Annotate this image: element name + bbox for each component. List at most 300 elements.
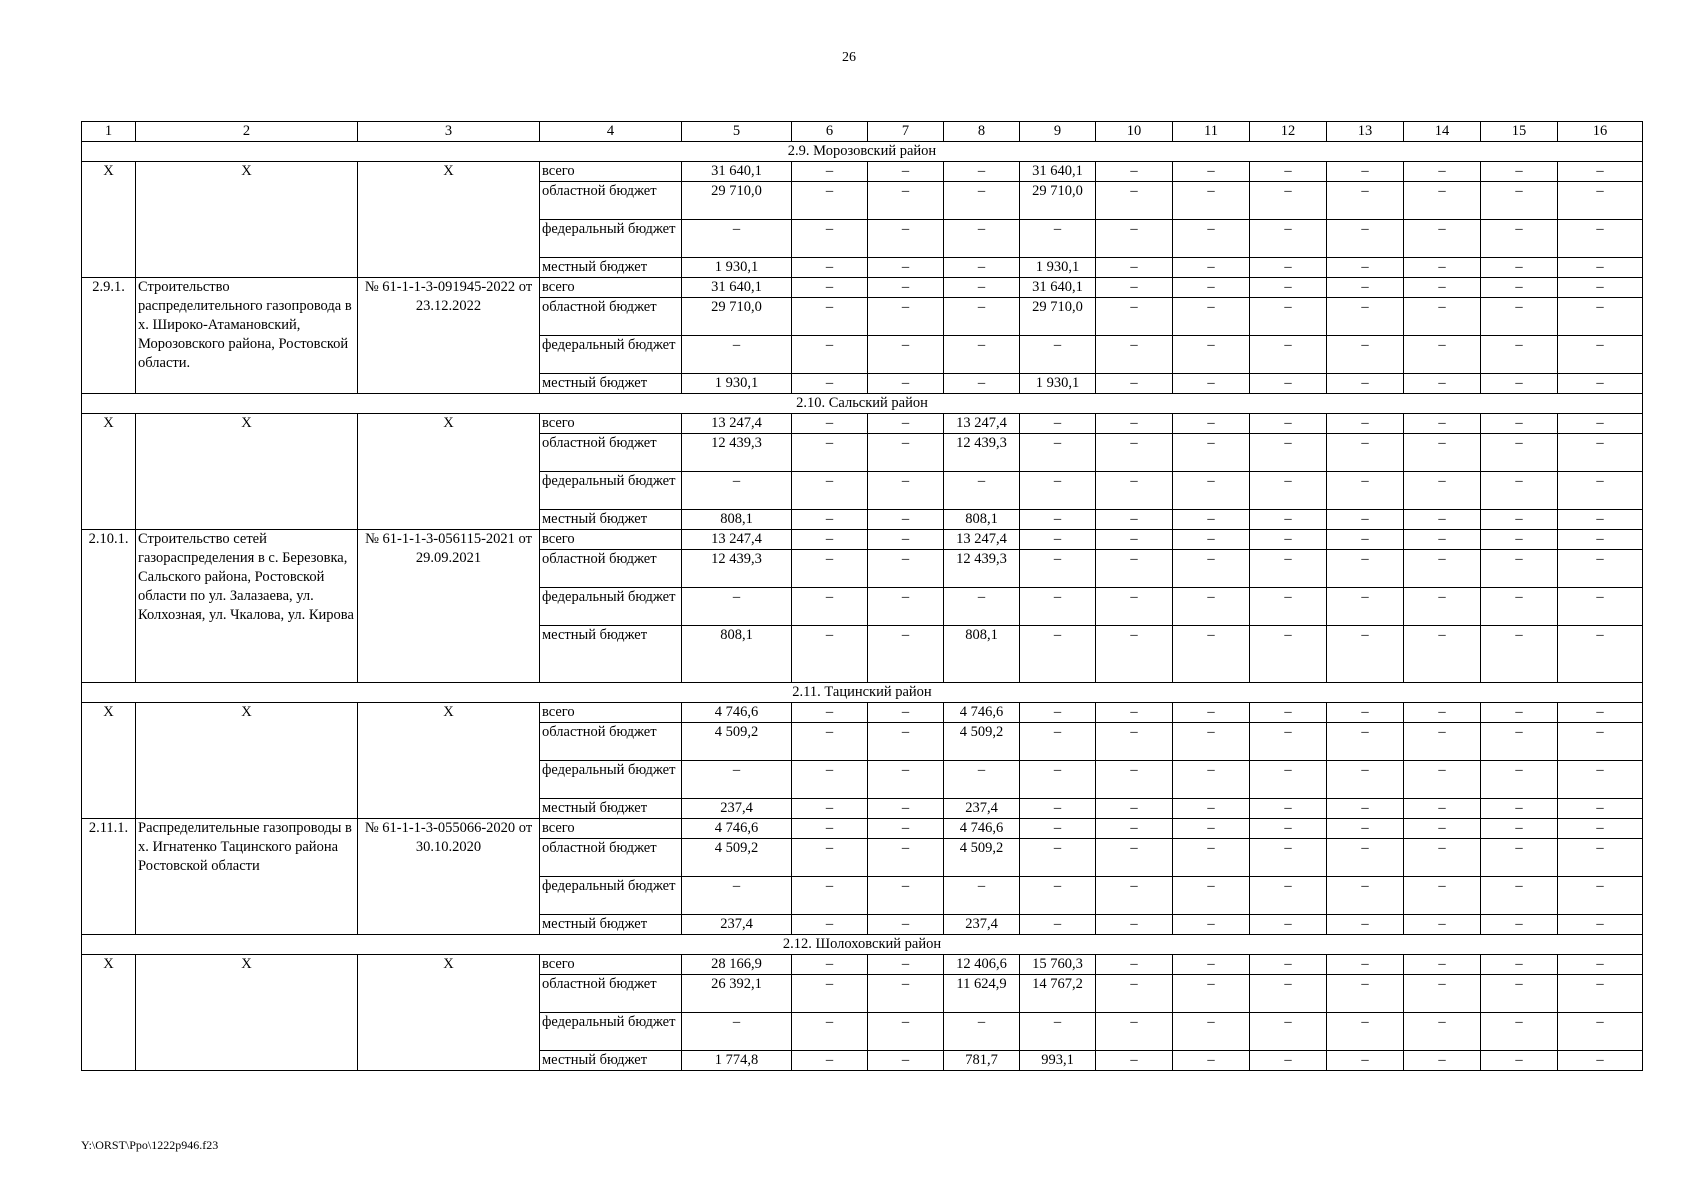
value-cell: – <box>792 761 868 799</box>
value-cell: – <box>1481 530 1558 550</box>
value-cell: – <box>1327 414 1404 434</box>
value-cell: 1 930,1 <box>682 258 792 278</box>
value-cell: 4 509,2 <box>682 723 792 761</box>
value-cell: – <box>1250 955 1327 975</box>
value-cell: – <box>1173 258 1250 278</box>
value-cell: – <box>1250 278 1327 298</box>
value-cell: – <box>1404 336 1481 374</box>
value-cell: 1 774,8 <box>682 1051 792 1071</box>
value-cell: – <box>1327 530 1404 550</box>
value-cell: 29 710,0 <box>682 298 792 336</box>
value-cell: – <box>868 182 944 220</box>
value-cell: – <box>1481 877 1558 915</box>
value-cell: – <box>1250 1013 1327 1051</box>
value-cell: – <box>944 298 1020 336</box>
value-cell: – <box>1173 278 1250 298</box>
value-cell: – <box>792 915 868 935</box>
value-cell: – <box>1250 220 1327 258</box>
value-cell: – <box>1404 550 1481 588</box>
value-cell: – <box>1481 626 1558 683</box>
value-cell: – <box>1481 588 1558 626</box>
value-cell: – <box>1096 1051 1173 1071</box>
value-cell: – <box>792 626 868 683</box>
value-cell: – <box>1173 550 1250 588</box>
value-cell: 29 710,0 <box>682 182 792 220</box>
value-cell: – <box>1404 472 1481 510</box>
value-cell: – <box>944 588 1020 626</box>
value-cell: – <box>1481 298 1558 336</box>
value-cell: – <box>1558 258 1643 278</box>
value-cell: – <box>1558 955 1643 975</box>
value-cell: – <box>1173 723 1250 761</box>
value-cell: – <box>1404 220 1481 258</box>
value-cell: – <box>1173 510 1250 530</box>
value-cell: – <box>1481 723 1558 761</box>
value-cell: 4 509,2 <box>944 723 1020 761</box>
value-cell: – <box>1404 723 1481 761</box>
value-cell: – <box>1173 220 1250 258</box>
value-cell: – <box>1173 1013 1250 1051</box>
value-cell: – <box>1173 839 1250 877</box>
value-cell: – <box>1173 162 1250 182</box>
value-cell: 808,1 <box>682 510 792 530</box>
value-cell: – <box>792 839 868 877</box>
value-cell: 808,1 <box>944 626 1020 683</box>
value-cell: – <box>1173 955 1250 975</box>
value-cell: – <box>1096 414 1173 434</box>
object-name-cell: X <box>136 703 358 819</box>
value-cell: – <box>868 510 944 530</box>
value-cell: – <box>1250 723 1327 761</box>
value-cell: 14 767,2 <box>1020 975 1096 1013</box>
value-cell: – <box>1404 839 1481 877</box>
value-cell: – <box>682 336 792 374</box>
value-cell: – <box>1096 626 1173 683</box>
value-cell: – <box>944 220 1020 258</box>
value-cell: – <box>1558 530 1643 550</box>
funding-source-label: местный бюджет <box>540 626 682 683</box>
value-cell: – <box>1481 182 1558 220</box>
value-cell: – <box>1250 530 1327 550</box>
column-number: 15 <box>1481 122 1558 142</box>
value-cell: – <box>792 414 868 434</box>
value-cell: – <box>1096 819 1173 839</box>
value-cell: – <box>1404 374 1481 394</box>
value-cell: – <box>1250 258 1327 278</box>
object-name-cell: Строительство сетей газораспределения в с. Березовка, Сальского района, Ростовской области по ул. Залазаева, ул. Колхозная, ул. Чкалова, ул. Кирова <box>136 530 358 683</box>
column-number: 5 <box>682 122 792 142</box>
value-cell: 1 930,1 <box>1020 258 1096 278</box>
funding-source-label: местный бюджет <box>540 510 682 530</box>
column-number: 11 <box>1173 122 1250 142</box>
value-cell: 237,4 <box>944 915 1020 935</box>
value-cell: – <box>1558 182 1643 220</box>
value-cell: – <box>1481 955 1558 975</box>
value-cell: – <box>1173 799 1250 819</box>
value-cell: – <box>1327 761 1404 799</box>
value-cell: – <box>1250 182 1327 220</box>
expertise-doc-cell: № 61-1-1-3-056115-2021 от 29.09.2021 <box>358 530 540 683</box>
value-cell: – <box>1404 877 1481 915</box>
object-name-cell: X <box>136 955 358 1071</box>
value-cell: – <box>682 472 792 510</box>
value-cell: – <box>868 819 944 839</box>
value-cell: – <box>1404 510 1481 530</box>
item-number-cell: 2.11.1. <box>82 819 136 935</box>
object-name-cell: X <box>136 414 358 530</box>
value-cell: – <box>1481 472 1558 510</box>
value-cell: – <box>1020 819 1096 839</box>
funding-source-label: всего <box>540 278 682 298</box>
value-cell: – <box>1173 626 1250 683</box>
item-number-cell: 2.10.1. <box>82 530 136 683</box>
value-cell: – <box>1020 626 1096 683</box>
value-cell: – <box>1173 915 1250 935</box>
table-row <box>82 162 1643 182</box>
value-cell: – <box>1327 298 1404 336</box>
value-cell: – <box>1327 819 1404 839</box>
value-cell: – <box>1481 703 1558 723</box>
value-cell: – <box>1327 434 1404 472</box>
value-cell: – <box>944 258 1020 278</box>
value-cell: – <box>1020 799 1096 819</box>
value-cell: – <box>1020 839 1096 877</box>
value-cell: – <box>1250 819 1327 839</box>
funding-source-label: областной бюджет <box>540 434 682 472</box>
value-cell: – <box>1327 374 1404 394</box>
expertise-doc-cell: X <box>358 703 540 819</box>
value-cell: – <box>1020 1013 1096 1051</box>
value-cell: – <box>682 588 792 626</box>
value-cell: – <box>792 220 868 258</box>
value-cell: – <box>1558 703 1643 723</box>
funding-source-label: федеральный бюджет <box>540 1013 682 1051</box>
value-cell: – <box>1558 1051 1643 1071</box>
funding-source-label: федеральный бюджет <box>540 220 682 258</box>
value-cell: – <box>1327 336 1404 374</box>
value-cell: – <box>792 472 868 510</box>
value-cell: – <box>1404 799 1481 819</box>
table-row <box>82 819 1643 839</box>
funding-source-label: местный бюджет <box>540 799 682 819</box>
value-cell: – <box>792 975 868 1013</box>
section-title-row <box>82 142 1643 162</box>
value-cell: – <box>1173 182 1250 220</box>
value-cell: – <box>1327 703 1404 723</box>
value-cell: 4 746,6 <box>682 819 792 839</box>
value-cell: 808,1 <box>682 626 792 683</box>
column-number: 10 <box>1096 122 1173 142</box>
column-number: 3 <box>358 122 540 142</box>
value-cell: – <box>1404 703 1481 723</box>
value-cell: 12 439,3 <box>682 550 792 588</box>
value-cell: – <box>1404 915 1481 935</box>
value-cell: – <box>1481 414 1558 434</box>
value-cell: 12 439,3 <box>682 434 792 472</box>
value-cell: – <box>1250 550 1327 588</box>
value-cell: – <box>1481 550 1558 588</box>
value-cell: 237,4 <box>682 915 792 935</box>
column-number: 2 <box>136 122 358 142</box>
item-number-cell: X <box>82 955 136 1071</box>
value-cell: – <box>1404 162 1481 182</box>
value-cell: – <box>682 877 792 915</box>
value-cell: – <box>792 530 868 550</box>
column-number: 7 <box>868 122 944 142</box>
value-cell: 4 509,2 <box>944 839 1020 877</box>
value-cell: – <box>1404 434 1481 472</box>
value-cell: – <box>1327 626 1404 683</box>
value-cell: – <box>1327 162 1404 182</box>
value-cell: – <box>1404 819 1481 839</box>
value-cell: – <box>944 877 1020 915</box>
value-cell: – <box>792 258 868 278</box>
value-cell: – <box>1481 819 1558 839</box>
value-cell: – <box>1327 955 1404 975</box>
value-cell: – <box>1327 1013 1404 1051</box>
funding-source-label: местный бюджет <box>540 915 682 935</box>
value-cell: – <box>792 336 868 374</box>
value-cell: – <box>1404 530 1481 550</box>
value-cell: – <box>944 162 1020 182</box>
table-row <box>82 530 1643 550</box>
value-cell: – <box>1096 336 1173 374</box>
value-cell: – <box>1020 703 1096 723</box>
value-cell: – <box>1020 761 1096 799</box>
value-cell: – <box>868 915 944 935</box>
expertise-doc-cell: № 61-1-1-3-055066-2020 от 30.10.2020 <box>358 819 540 935</box>
value-cell: – <box>1096 182 1173 220</box>
value-cell: – <box>1096 955 1173 975</box>
value-cell: 781,7 <box>944 1051 1020 1071</box>
value-cell: – <box>1558 434 1643 472</box>
value-cell: – <box>1250 434 1327 472</box>
value-cell: – <box>1558 915 1643 935</box>
value-cell: – <box>1327 588 1404 626</box>
value-cell: – <box>1250 799 1327 819</box>
value-cell: – <box>682 220 792 258</box>
funding-source-label: областной бюджет <box>540 723 682 761</box>
value-cell: – <box>868 626 944 683</box>
value-cell: – <box>1558 550 1643 588</box>
value-cell: – <box>1250 761 1327 799</box>
value-cell: – <box>1558 839 1643 877</box>
funding-source-label: областной бюджет <box>540 975 682 1013</box>
value-cell: – <box>1250 975 1327 1013</box>
value-cell: – <box>1173 434 1250 472</box>
value-cell: – <box>868 472 944 510</box>
value-cell: – <box>1481 761 1558 799</box>
value-cell: – <box>792 162 868 182</box>
value-cell: – <box>792 278 868 298</box>
value-cell: 12 406,6 <box>944 955 1020 975</box>
value-cell: – <box>868 414 944 434</box>
value-cell: – <box>1096 915 1173 935</box>
value-cell: – <box>1404 298 1481 336</box>
value-cell: – <box>944 278 1020 298</box>
value-cell: 26 392,1 <box>682 975 792 1013</box>
value-cell: – <box>1096 298 1173 336</box>
value-cell: – <box>1558 877 1643 915</box>
section-title-row <box>82 935 1643 955</box>
funding-source-label: всего <box>540 703 682 723</box>
value-cell: – <box>1404 975 1481 1013</box>
funding-source-label: всего <box>540 414 682 434</box>
funding-source-label: федеральный бюджет <box>540 761 682 799</box>
funding-source-label: федеральный бюджет <box>540 877 682 915</box>
value-cell: 31 640,1 <box>682 162 792 182</box>
column-number: 1 <box>82 122 136 142</box>
value-cell: 12 439,3 <box>944 434 1020 472</box>
funding-source-label: всего <box>540 162 682 182</box>
value-cell: – <box>1020 588 1096 626</box>
value-cell: – <box>1558 1013 1643 1051</box>
value-cell: – <box>1404 258 1481 278</box>
value-cell: – <box>1250 839 1327 877</box>
value-cell: – <box>1481 1051 1558 1071</box>
value-cell: 13 247,4 <box>944 530 1020 550</box>
section-title-row <box>82 683 1643 703</box>
section-title: 2.10. Сальский район <box>82 394 1643 414</box>
value-cell: – <box>792 1013 868 1051</box>
value-cell: – <box>868 839 944 877</box>
value-cell: – <box>1481 915 1558 935</box>
expertise-doc-cell: X <box>358 162 540 278</box>
value-cell: – <box>1096 278 1173 298</box>
value-cell: – <box>1404 278 1481 298</box>
value-cell: – <box>1481 1013 1558 1051</box>
value-cell: – <box>1250 877 1327 915</box>
value-cell: – <box>1327 839 1404 877</box>
value-cell: – <box>1096 723 1173 761</box>
value-cell: – <box>1250 162 1327 182</box>
value-cell: – <box>1481 975 1558 1013</box>
value-cell: 4 509,2 <box>682 839 792 877</box>
value-cell: – <box>1173 414 1250 434</box>
value-cell: – <box>868 975 944 1013</box>
column-number: 4 <box>540 122 682 142</box>
value-cell: – <box>868 374 944 394</box>
value-cell: – <box>1327 182 1404 220</box>
object-name-cell: X <box>136 162 358 278</box>
page-number: 26 <box>842 50 856 65</box>
value-cell: – <box>1327 278 1404 298</box>
value-cell: – <box>1020 550 1096 588</box>
value-cell: – <box>1020 510 1096 530</box>
value-cell: – <box>1173 336 1250 374</box>
object-name-cell: Строительство распределительного газопровода в х. Широко-Атамановский, Морозовского района, Ростовской области. <box>136 278 358 394</box>
value-cell: – <box>1558 723 1643 761</box>
value-cell: – <box>1020 877 1096 915</box>
value-cell: – <box>944 761 1020 799</box>
value-cell: – <box>1096 434 1173 472</box>
funding-source-label: всего <box>540 819 682 839</box>
value-cell: – <box>792 510 868 530</box>
column-number: 12 <box>1250 122 1327 142</box>
value-cell: – <box>1404 1051 1481 1071</box>
value-cell: – <box>1327 472 1404 510</box>
value-cell: – <box>1558 761 1643 799</box>
value-cell: 1 930,1 <box>682 374 792 394</box>
value-cell: – <box>1096 761 1173 799</box>
value-cell: – <box>1481 799 1558 819</box>
value-cell: – <box>1020 434 1096 472</box>
value-cell: – <box>1173 975 1250 1013</box>
value-cell: – <box>1558 336 1643 374</box>
table-row <box>82 278 1643 298</box>
value-cell: – <box>1096 588 1173 626</box>
value-cell: – <box>1096 472 1173 510</box>
value-cell: – <box>1020 472 1096 510</box>
column-number: 16 <box>1558 122 1643 142</box>
value-cell: – <box>1327 220 1404 258</box>
value-cell: 993,1 <box>1020 1051 1096 1071</box>
value-cell: – <box>1481 220 1558 258</box>
value-cell: – <box>1020 530 1096 550</box>
value-cell: – <box>1096 703 1173 723</box>
funding-source-label: всего <box>540 530 682 550</box>
section-title: 2.11. Тацинский район <box>82 683 1643 703</box>
value-cell: – <box>1558 278 1643 298</box>
table-row <box>82 955 1643 975</box>
value-cell: – <box>1404 955 1481 975</box>
value-cell: – <box>868 588 944 626</box>
section-title: 2.9. Морозовский район <box>82 142 1643 162</box>
value-cell: – <box>1404 182 1481 220</box>
value-cell: – <box>682 761 792 799</box>
value-cell: – <box>792 723 868 761</box>
value-cell: – <box>1020 723 1096 761</box>
value-cell: – <box>1481 510 1558 530</box>
value-cell: – <box>1173 877 1250 915</box>
value-cell: – <box>1020 220 1096 258</box>
value-cell: 4 746,6 <box>944 703 1020 723</box>
value-cell: – <box>1481 258 1558 278</box>
value-cell: – <box>1558 799 1643 819</box>
value-cell: – <box>1327 510 1404 530</box>
value-cell: – <box>1558 162 1643 182</box>
value-cell: – <box>1558 220 1643 258</box>
value-cell: – <box>1250 472 1327 510</box>
value-cell: – <box>792 819 868 839</box>
value-cell: 31 640,1 <box>682 278 792 298</box>
value-cell: – <box>1250 626 1327 683</box>
value-cell: – <box>1096 550 1173 588</box>
value-cell: – <box>1096 258 1173 278</box>
value-cell: – <box>1481 162 1558 182</box>
value-cell: 15 760,3 <box>1020 955 1096 975</box>
table-row <box>82 414 1643 434</box>
value-cell: – <box>792 799 868 819</box>
value-cell: 31 640,1 <box>1020 162 1096 182</box>
value-cell: – <box>1558 414 1643 434</box>
value-cell: 28 166,9 <box>682 955 792 975</box>
value-cell: – <box>792 877 868 915</box>
value-cell: – <box>1327 799 1404 819</box>
object-name-cell: Распределительные газопроводы в х. Игнатенко Тацинского района Ростовской области <box>136 819 358 935</box>
value-cell: – <box>1250 1051 1327 1071</box>
value-cell: – <box>868 955 944 975</box>
value-cell: 11 624,9 <box>944 975 1020 1013</box>
value-cell: 1 930,1 <box>1020 374 1096 394</box>
funding-source-label: областной бюджет <box>540 839 682 877</box>
value-cell: – <box>1404 626 1481 683</box>
value-cell: – <box>1173 588 1250 626</box>
value-cell: – <box>868 162 944 182</box>
value-cell: – <box>1327 975 1404 1013</box>
funding-source-label: местный бюджет <box>540 258 682 278</box>
funding-source-label: всего <box>540 955 682 975</box>
